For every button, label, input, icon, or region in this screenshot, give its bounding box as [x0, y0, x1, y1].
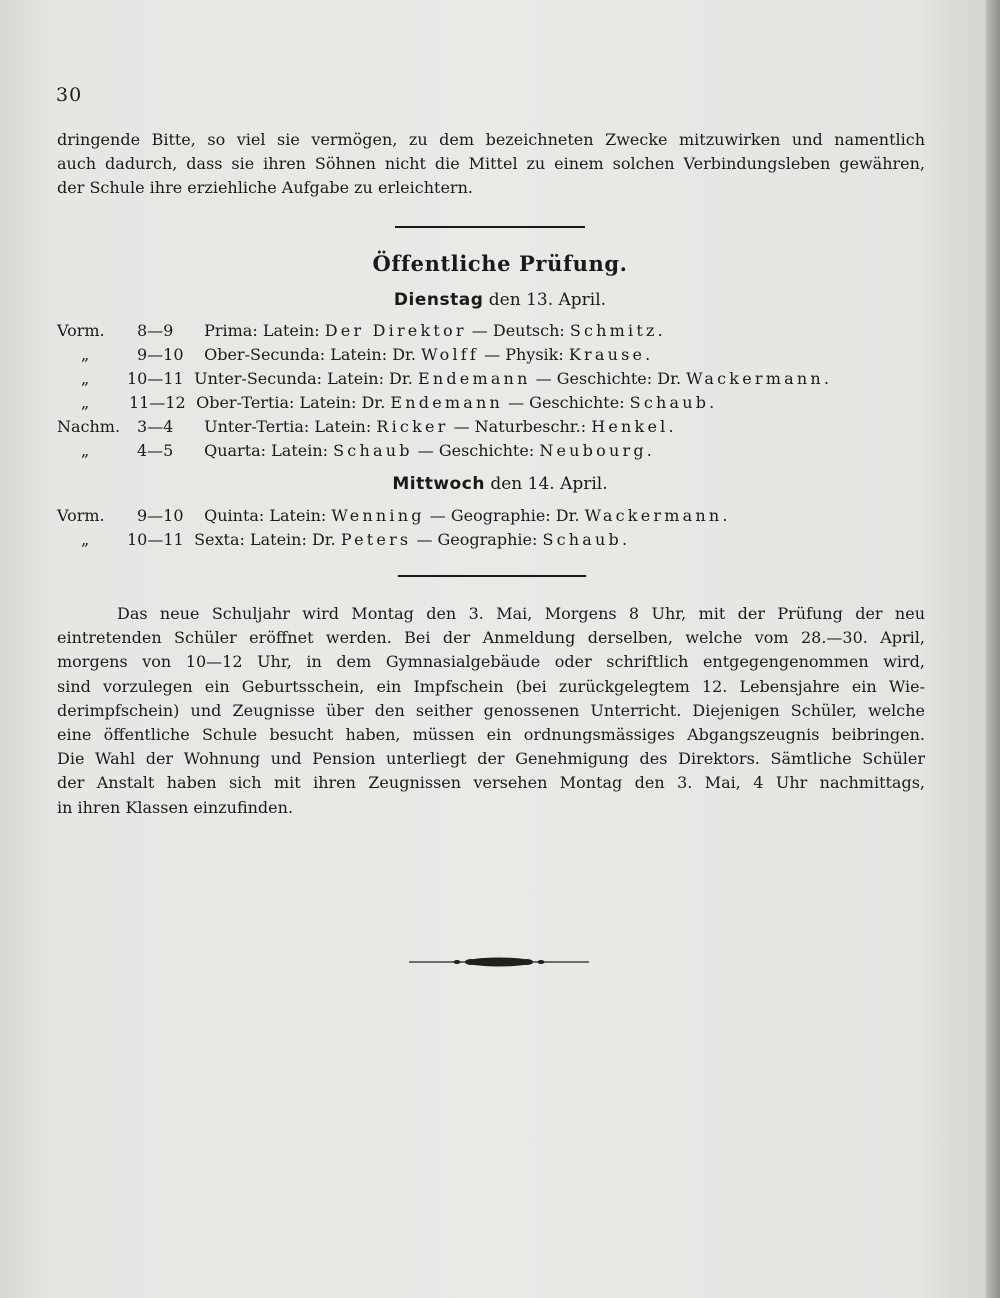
day-date: den 13. April. [488, 290, 607, 310]
schedule-row [57, 319, 666, 343]
body-line: eintretenden Schüler eröffnet werden. Bei der Anmeldung derselben, welche vom 28.—30. April, [57, 628, 925, 648]
row-teacher-a: Ricker [376, 417, 449, 436]
row-period: Vorm. [57, 506, 105, 525]
row-teacher-a: Endemann [417, 369, 531, 388]
body-line: Das neue Schuljahr wird Montag den 3. Mai, Morgens 8 Uhr, mit der Prüfung der neu [117, 604, 925, 623]
row-teacher-a: Der Direktor [324, 321, 467, 340]
row-subject-a: Sexta: Latein: Dr. [194, 530, 336, 549]
section-divider [395, 226, 585, 228]
row-teacher-b: Schmitz. [569, 321, 666, 340]
row-subject-a: Ober-Secunda: Latein: Dr. [204, 345, 416, 364]
ornament-divider [409, 956, 589, 968]
row-subject-b: — Geschichte: [508, 393, 625, 412]
row-teacher-b: Schaub. [542, 530, 631, 549]
row-hours: 10—11 [127, 530, 184, 549]
schedule-row [57, 343, 653, 367]
row-subject-a: Quinta: Latein: [204, 506, 327, 525]
row-subject-a: Unter-Tertia: Latein: [204, 417, 372, 436]
row-period: „ [81, 345, 90, 364]
row-subject-b: — Geschichte: [417, 441, 535, 460]
row-period: Nachm. [57, 417, 121, 436]
row-subject-a: Ober-Tertia: Latein: Dr. [196, 393, 386, 412]
row-teacher-b: Krause. [568, 345, 654, 364]
row-subject-b: — Geschichte: Dr. [535, 369, 682, 388]
row-teacher-b: Wackermann. [584, 506, 731, 525]
schedule-row [57, 391, 717, 415]
row-teacher-a: Wolff [421, 345, 480, 364]
day-heading-wednesday [0, 474, 1000, 494]
day-name: Dienstag [393, 290, 484, 310]
row-period: „ [81, 530, 90, 549]
day-date: den 14. April. [490, 474, 608, 494]
schedule-row [57, 439, 655, 463]
row-teacher-b: Wackermann. [686, 369, 833, 388]
schedule-row [57, 504, 731, 528]
row-hours: 4—5 [137, 441, 174, 460]
row-subject-a: Quarta: Latein: [204, 441, 329, 460]
row-subject-b: — Geographie: [416, 530, 538, 549]
day-heading-tuesday [0, 290, 1000, 310]
row-teacher-b: Schaub. [629, 393, 718, 412]
row-teacher-b: Neubourg. [539, 441, 656, 460]
row-period: „ [81, 369, 90, 388]
page-number: 30 [56, 84, 83, 106]
schedule-row [57, 415, 677, 439]
row-hours: 10—11 [127, 369, 184, 388]
row-period: „ [81, 393, 90, 412]
intro-line: auch dadurch, dass sie ihren Söhnen nicht die Mittel zu einem solchen Verbindungsleben gewähren, [57, 154, 925, 173]
row-teacher-a: Schaub [333, 441, 413, 460]
body-line: der Anstalt haben sich mit ihren Zeugnissen versehen Montag den 3. Mai, 4 Uhr nachmittags, [57, 773, 925, 793]
body-line: in ihren Klassen einzufinden. [57, 797, 294, 817]
row-hours: 11—12 [129, 393, 186, 412]
row-subject-a: Unter-Secunda: Latein: Dr. [194, 369, 413, 388]
row-teacher-a: Peters [340, 530, 412, 549]
row-subject-b: — Physik: [484, 345, 564, 364]
row-subject-b: — Naturbeschr.: [453, 417, 587, 436]
section-divider [398, 575, 586, 577]
row-subject-b: — Deutsch: [471, 321, 565, 340]
day-name: Mittwoch [392, 474, 485, 494]
intro-line: dringende Bitte, so viel sie vermögen, zu dem bezeichneten Zwecke mitzuwirken und namentlich [57, 130, 925, 149]
enrollment-paragraph [57, 602, 925, 820]
row-period: Vorm. [57, 321, 105, 340]
row-subject-b: — Geographie: Dr. [429, 506, 580, 525]
body-line: eine öffentliche Schule besucht haben, müssen ein ordnungsmässiges Abgangszeugnis beibringen. [57, 725, 925, 745]
row-teacher-a: Endemann [390, 393, 503, 412]
intro-line: der Schule ihre erziehliche Aufgabe zu erleichtern. [57, 178, 473, 197]
body-line: sind vorzulegen ein Geburtsschein, ein Impfschein (bei zurückgelegtem 12. Lebensjahre ein Wie- [57, 676, 925, 696]
row-teacher-b: Henkel. [591, 417, 677, 436]
row-teacher-a: Wenning [331, 506, 425, 525]
row-subject-a: Prima: Latein: [204, 321, 320, 340]
body-line: derimpfschein) und Zeugnisse über den seither genossenen Unterricht. Diejenigen Schüler, welche [57, 700, 925, 720]
row-hours: 9—10 [137, 506, 184, 525]
intro-paragraph [57, 128, 925, 200]
section-heading: Öffentliche Prüfung. [372, 251, 628, 276]
row-hours: 3—4 [137, 417, 174, 436]
row-hours: 8—9 [137, 321, 174, 340]
schedule-row [57, 528, 630, 552]
body-line: morgens von 10—12 Uhr, in dem Gymnasialgebäude oder schriftlich entgegengenommen wird, [57, 652, 925, 672]
row-hours: 9—10 [137, 345, 184, 364]
row-period: „ [81, 441, 90, 460]
body-line: Die Wahl der Wohnung und Pension unterliegt der Genehmigung des Direktors. Sämtliche Schüler [57, 749, 925, 769]
page-edge-shadow [986, 0, 1000, 1298]
schedule-row [57, 367, 832, 391]
